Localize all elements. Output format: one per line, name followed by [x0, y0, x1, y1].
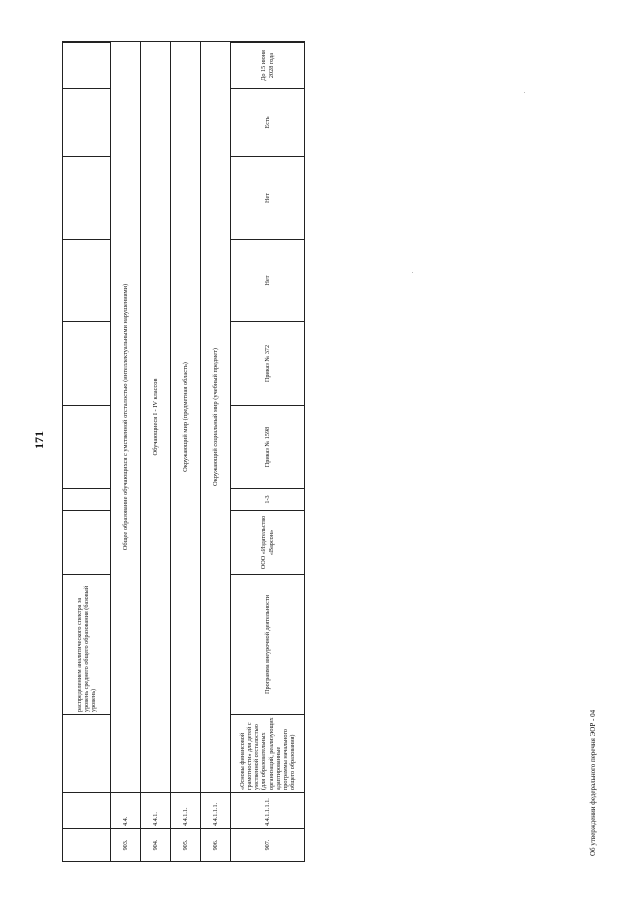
scan-speck — [524, 92, 525, 93]
section-heading: Окружающий социальный мир (учебный предмет) — [201, 42, 231, 793]
grades: 1-3 — [231, 489, 305, 511]
value-1: Нет — [231, 240, 305, 322]
row-code: 4.4.1.1. — [171, 793, 201, 829]
row-number: 904. — [141, 829, 171, 862]
footer-text: Об утверждении федерального перечня ЭОР - 04 — [589, 709, 597, 856]
row-number: 903. — [111, 829, 141, 862]
resource-title: «Основы финансовой грамотности» для детей с умственной отсталостью (для образовательных организаций, реализующих адаптированные программы начального общего образования) — [231, 715, 305, 793]
program-type: Программа внеурочной деятельности — [231, 575, 305, 715]
deadline: До 15 июня 2028 года — [231, 43, 305, 89]
row-number: 905. — [171, 829, 201, 862]
empty-cell — [63, 406, 111, 489]
page-number: 171 — [32, 431, 46, 449]
order-2: Приказ № 372 — [231, 322, 305, 406]
empty-cell — [63, 715, 111, 793]
scan-speck — [412, 272, 413, 273]
row-top-text: распределением аналитического спектра за уровень среднего общего образования (базовый уровень) — [63, 575, 111, 715]
empty-cell — [63, 89, 111, 157]
empty-cell — [63, 42, 111, 43]
resources-table — [62, 41, 305, 862]
empty-cell — [231, 42, 305, 43]
row-code: 4.4. — [111, 793, 141, 829]
table-row — [201, 42, 231, 862]
empty-cell — [63, 511, 111, 575]
table-row — [141, 42, 171, 862]
order-1: Приказ № 1598 — [231, 406, 305, 489]
section-heading: Общее образование обучающихся с умственной отсталостью (интеллектуальными нарушениями) — [111, 42, 141, 793]
empty-cell — [63, 322, 111, 406]
empty-cell — [63, 43, 111, 89]
table-row — [111, 42, 141, 862]
row-number: 907. — [231, 829, 305, 862]
section-heading: Окружающий мир (предметная область) — [171, 42, 201, 793]
value-3: Есть — [231, 89, 305, 157]
value-2: Нет — [231, 157, 305, 240]
empty-cell — [63, 489, 111, 511]
empty-cell — [63, 793, 111, 829]
table-row — [63, 42, 111, 862]
rotated-table-container — [62, 42, 304, 862]
row-code: 4.4.1.1.1. — [201, 793, 231, 829]
publisher: ООО «Издательство «Варсон» — [231, 511, 305, 575]
empty-cell — [63, 829, 111, 862]
section-heading: Обучающиеся I - IV классов — [141, 42, 171, 793]
empty-cell — [63, 240, 111, 322]
row-code: 4.4.1.1.1.1. — [231, 793, 305, 829]
row-code: 4.4.1. — [141, 793, 171, 829]
empty-cell — [63, 157, 111, 240]
row-number: 906. — [201, 829, 231, 862]
table-row — [171, 42, 201, 862]
table-row — [231, 42, 305, 862]
